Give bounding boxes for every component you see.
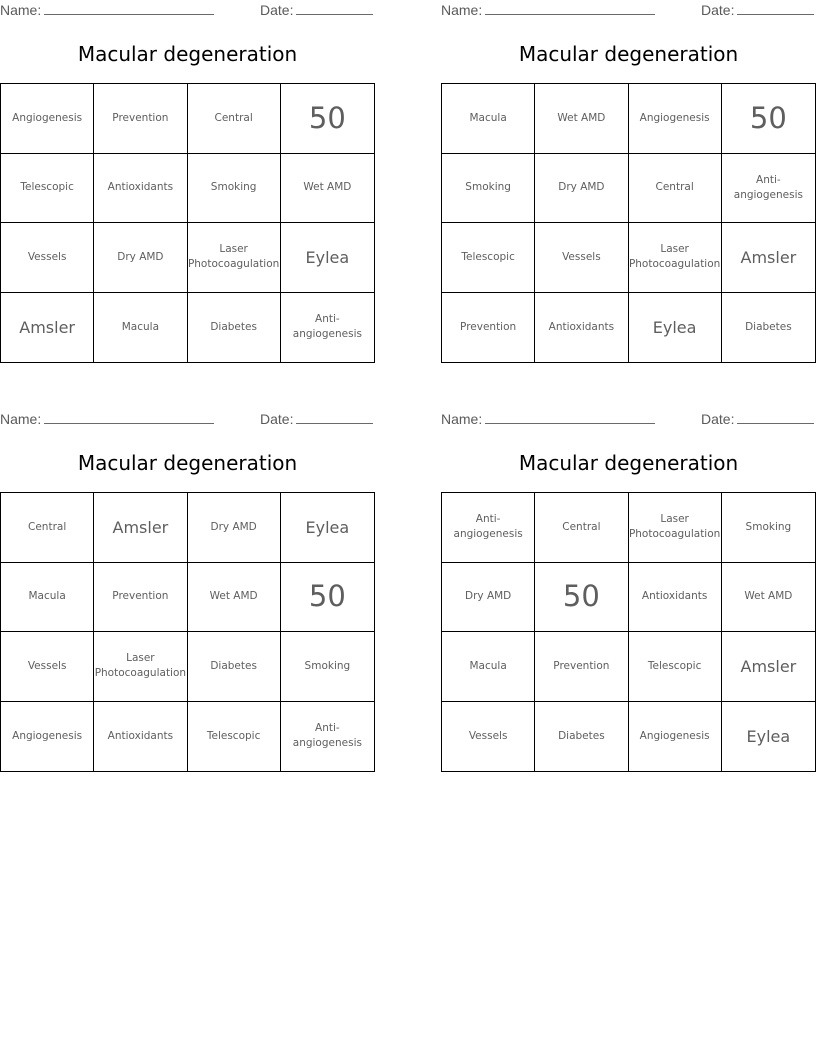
bingo-cell: Dry AMD bbox=[188, 493, 281, 563]
name-field bbox=[0, 410, 214, 427]
card-header bbox=[441, 410, 816, 430]
bingo-cell: Central bbox=[535, 493, 628, 563]
bingo-cell: Anti-angiogenesis bbox=[292, 722, 362, 750]
bingo-cell: Diabetes bbox=[188, 632, 281, 702]
date-line bbox=[296, 410, 373, 424]
bingo-cell: Dry AMD bbox=[442, 563, 535, 633]
bingo-cell: Smoking bbox=[442, 154, 535, 224]
date-field bbox=[260, 410, 373, 427]
card-title: Macular degeneration bbox=[77, 451, 298, 475]
bingo-cell: Antioxidants bbox=[94, 154, 187, 224]
bingo-cell: Dry AMD bbox=[535, 154, 628, 224]
bingo-cell: 50 bbox=[535, 563, 628, 633]
date-line bbox=[737, 1, 814, 15]
card-header bbox=[0, 1, 375, 21]
bingo-cell: Vessels bbox=[535, 223, 628, 293]
bingo-cell: Smoking bbox=[722, 493, 815, 563]
bingo-cell: Wet AMD bbox=[535, 84, 628, 154]
bingo-cell: Vessels bbox=[1, 632, 94, 702]
name-line bbox=[485, 1, 655, 15]
bingo-cell: Eylea bbox=[281, 493, 374, 563]
bingo-cell: Eylea bbox=[746, 726, 791, 746]
date-field bbox=[701, 1, 814, 18]
name-line bbox=[485, 410, 655, 424]
bingo-card bbox=[0, 409, 375, 781]
bingo-cell: Vessels bbox=[442, 702, 535, 772]
date-field bbox=[701, 410, 814, 427]
date-line bbox=[296, 1, 373, 15]
name-field bbox=[441, 1, 655, 18]
bingo-grid bbox=[0, 83, 375, 363]
bingo-cell: Telescopic bbox=[188, 702, 281, 772]
bingo-cell: Amsler bbox=[722, 632, 815, 702]
name-label: Name: bbox=[441, 411, 483, 427]
name-field bbox=[441, 410, 655, 427]
bingo-cell: Angiogenesis bbox=[629, 702, 722, 772]
bingo-cell: Laser Photocoagulation bbox=[94, 632, 187, 702]
bingo-cell: Wet AMD bbox=[722, 563, 815, 633]
name-label: Name: bbox=[441, 2, 483, 18]
bingo-cell: 50 bbox=[281, 84, 374, 154]
bingo-cell: Central bbox=[188, 84, 281, 154]
bingo-cell: Prevention bbox=[94, 563, 187, 633]
bingo-cell: Macula bbox=[442, 84, 535, 154]
date-line bbox=[737, 410, 814, 424]
bingo-grid bbox=[0, 492, 375, 772]
bingo-cell: Anti-angiogenesis bbox=[292, 313, 362, 341]
date-label: Date: bbox=[260, 2, 294, 18]
bingo-cell: Anti-angiogenesis bbox=[442, 493, 535, 563]
bingo-cell: Laser Photocoagulation bbox=[629, 223, 722, 293]
name-line bbox=[44, 1, 214, 15]
bingo-cell: Prevention bbox=[442, 293, 535, 363]
bingo-cell: Eylea bbox=[629, 293, 722, 363]
bingo-cell: Amsler bbox=[1, 293, 94, 363]
date-label: Date: bbox=[701, 2, 735, 18]
bingo-cell: Smoking bbox=[188, 154, 281, 224]
bingo-cell: Laser Photocoagulation bbox=[188, 223, 281, 293]
bingo-card bbox=[441, 409, 816, 781]
bingo-cell: Diabetes bbox=[188, 293, 281, 363]
bingo-cell: Wet AMD bbox=[281, 154, 374, 224]
bingo-cell: 50 bbox=[281, 563, 374, 633]
name-line bbox=[44, 410, 214, 424]
bingo-cell: Antioxidants bbox=[629, 563, 722, 633]
bingo-cell: Amsler bbox=[94, 493, 187, 563]
name-label: Name: bbox=[0, 2, 42, 18]
bingo-card bbox=[441, 0, 816, 372]
bingo-cell: Dry AMD bbox=[94, 223, 187, 293]
card-title: Macular degeneration bbox=[77, 42, 298, 66]
bingo-cell: Telescopic bbox=[629, 632, 722, 702]
bingo-cell: Diabetes bbox=[745, 320, 792, 333]
bingo-cell: Prevention bbox=[94, 84, 187, 154]
name-label: Name: bbox=[0, 411, 42, 427]
bingo-cell: Antioxidants bbox=[94, 702, 187, 772]
bingo-cell: Macula bbox=[1, 563, 94, 633]
date-label: Date: bbox=[701, 411, 735, 427]
bingo-cell: Eylea bbox=[281, 223, 374, 293]
bingo-cell: Angiogenesis bbox=[1, 84, 94, 154]
bingo-cell: Vessels bbox=[1, 223, 94, 293]
bingo-cell: Telescopic bbox=[1, 154, 94, 224]
bingo-cell: Amsler bbox=[722, 223, 815, 293]
name-field bbox=[0, 1, 214, 18]
card-header bbox=[441, 1, 816, 21]
bingo-grid bbox=[441, 83, 816, 363]
bingo-cell: Angiogenesis bbox=[1, 702, 94, 772]
bingo-cell: Central bbox=[629, 154, 722, 224]
bingo-cell: Diabetes bbox=[535, 702, 628, 772]
date-field bbox=[260, 1, 373, 18]
bingo-cell: Antioxidants bbox=[535, 293, 628, 363]
bingo-cell: Anti-angiogenesis bbox=[722, 154, 815, 224]
bingo-cell: Wet AMD bbox=[188, 563, 281, 633]
date-label: Date: bbox=[260, 411, 294, 427]
card-title: Macular degeneration bbox=[518, 42, 739, 66]
bingo-grid bbox=[441, 492, 816, 772]
bingo-cell: Macula bbox=[94, 293, 187, 363]
bingo-cell: Smoking bbox=[281, 632, 374, 702]
card-title: Macular degeneration bbox=[518, 451, 739, 475]
bingo-cell: Laser Photocoagulation bbox=[629, 493, 722, 563]
bingo-cell: Telescopic bbox=[442, 223, 535, 293]
bingo-card bbox=[0, 0, 375, 372]
bingo-cell: 50 bbox=[722, 84, 815, 154]
bingo-cell: Angiogenesis bbox=[629, 84, 722, 154]
bingo-cell: Macula bbox=[442, 632, 535, 702]
card-header bbox=[0, 410, 375, 430]
bingo-cell: Prevention bbox=[535, 632, 628, 702]
bingo-cell: Central bbox=[1, 493, 94, 563]
